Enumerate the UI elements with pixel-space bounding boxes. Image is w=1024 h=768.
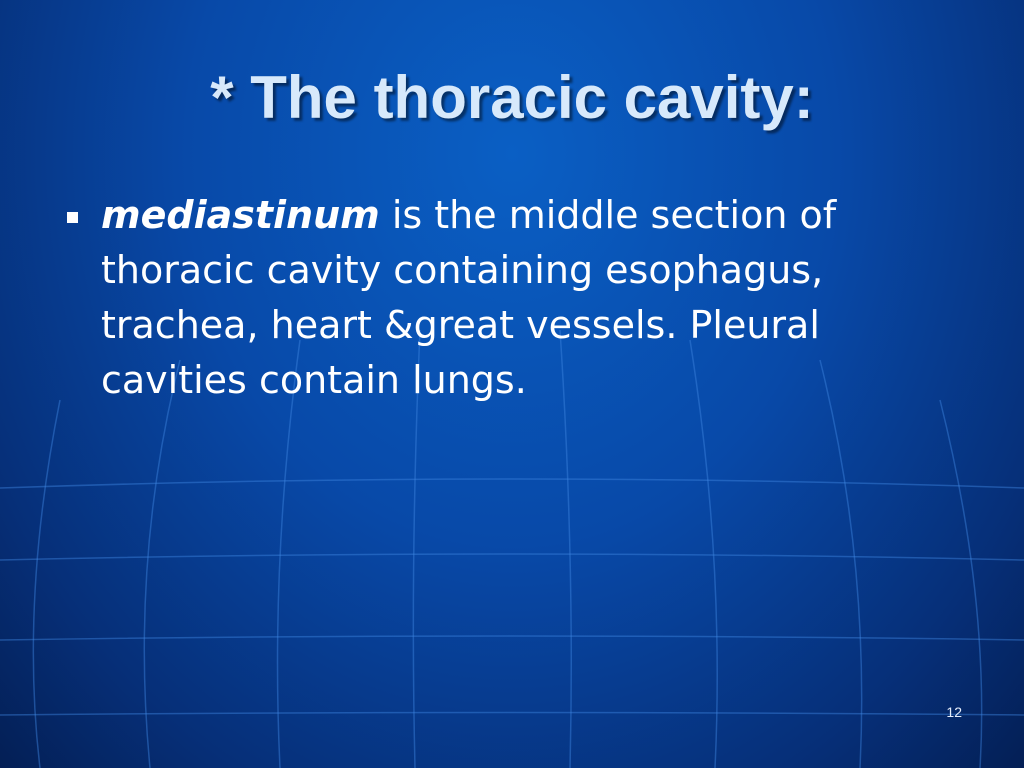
bullet-text: is the middle section of thoracic cavity containing esophagus, trachea, heart &great vessels. Pleural cavities contain lungs. — [101, 193, 837, 402]
bullet-term: mediastinum — [101, 193, 380, 237]
page-number: 12 — [946, 704, 962, 720]
square-bullet-icon — [67, 212, 78, 223]
slide-title: * The thoracic cavity: — [210, 64, 814, 131]
bullet-list — [60, 188, 940, 408]
list-item — [60, 188, 940, 408]
